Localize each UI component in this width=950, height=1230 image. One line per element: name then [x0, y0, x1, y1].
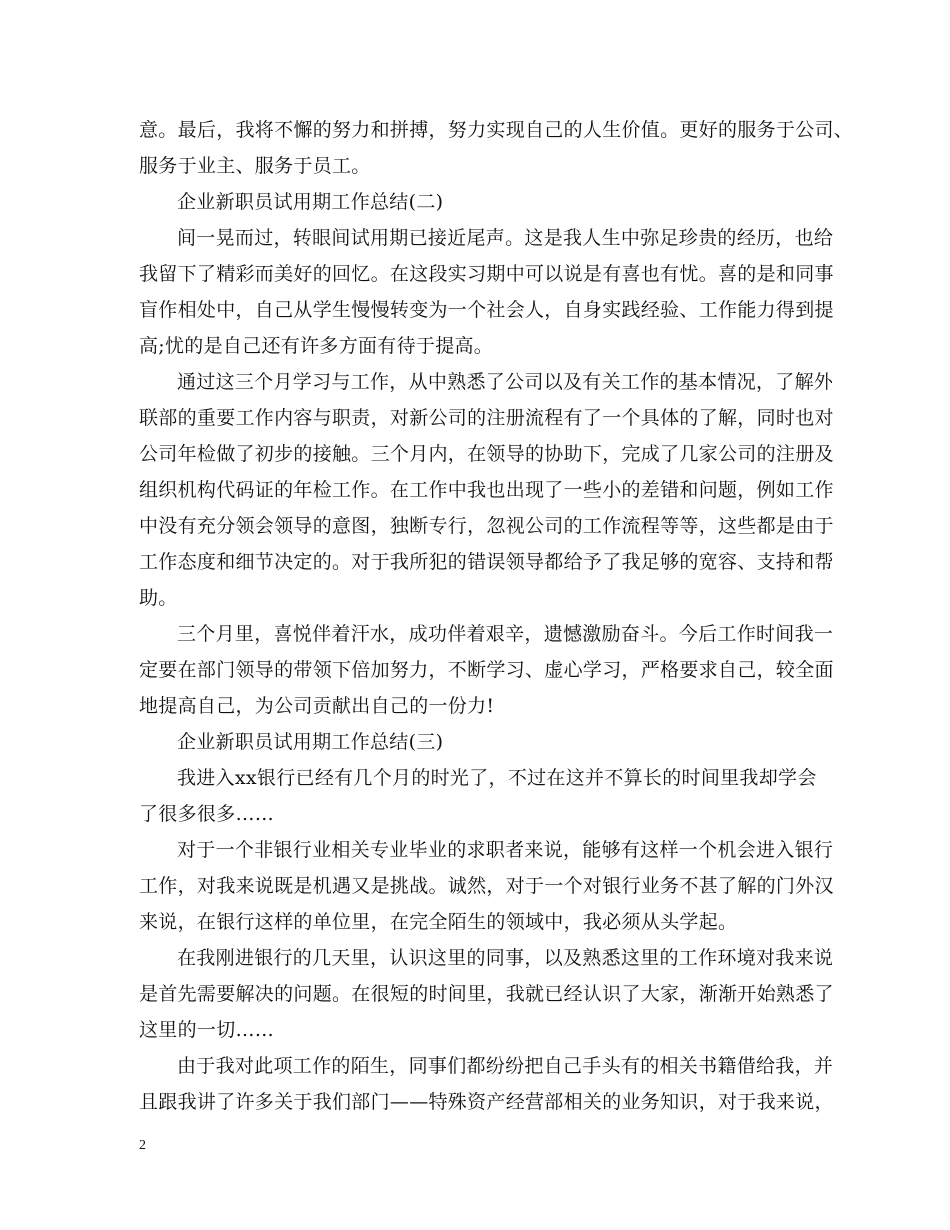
text-line: 服务于业主、服务于员工。 [139, 155, 371, 177]
text-line: 通过这三个月学习与工作，从中熟悉了公司以及有关工作的基本情况，了解外 [177, 371, 834, 393]
text-line: 了很多很多…… [139, 803, 275, 825]
text-line: 意。最后，我将不懈的努力和拼搏，努力实现自己的人生价值。更好的服务于公司、 [139, 119, 854, 141]
text-line: 定要在部门领导的带领下倍加努力，不断学习、虚心学习，严格要求自己，较全面 [139, 659, 834, 681]
text-line: 组织机构代码证的年检工作。在工作中我也出现了一些小的差错和问题，例如工作 [139, 479, 834, 501]
text-line: 公司年检做了初步的接触。三个月内，在领导的协助下，完成了几家公司的注册及 [139, 443, 834, 465]
section-heading: 企业新职员试用期工作总结(三) [177, 731, 444, 753]
text-line: 由于我对此项工作的陌生，同事们都纷纷把自己手头有的相关书籍借给我，并 [177, 1055, 834, 1077]
text-line: 间一晃而过，转眼间试用期已接近尾声。这是我人生中弥足珍贵的经历，也给 [177, 227, 834, 249]
text-line: 来说，在银行这样的单位里，在完全陌生的领域中，我必须从头学起。 [139, 911, 738, 933]
text-line: 三个月里，喜悦伴着汗水，成功伴着艰辛，遗憾激励奋斗。今后工作时间我一 [177, 623, 834, 645]
text-line: 我进入xx银行已经有几个月的时光了，不过在这并不算长的时间里我却学会 [177, 767, 817, 789]
text-line: 工作态度和细节决定的。对于我所犯的错误领导都给予了我足够的宽容、支持和帮 [139, 551, 834, 573]
text-line: 助。 [139, 587, 178, 609]
text-line: 高;忧的是自己还有许多方面有待于提高。 [139, 335, 494, 357]
text-line: 中没有充分领会领导的意图，独断专行，忽视公司的工作流程等等，这些都是由于 [139, 515, 834, 537]
text-line: 对于一个非银行业相关专业毕业的求职者来说，能够有这样一个机会进入银行 [177, 839, 834, 861]
text-line: 盲作相处中，自己从学生慢慢转变为一个社会人，自身实践经验、工作能力得到提 [139, 299, 834, 321]
text-line: 我留下了精彩而美好的回忆。在这段实习期中可以说是有喜也有忧。喜的是和同事 [139, 263, 834, 285]
text-line: 在我刚进银行的几天里，认识这里的同事，以及熟悉这里的工作环境对我来说 [177, 947, 834, 969]
text-line: 联部的重要工作内容与职责，对新公司的注册流程有了一个具体的了解，同时也对 [139, 407, 834, 429]
text-line: 地提高自己，为公司贡献出自己的一份力! [139, 695, 495, 717]
page-number: 2 [139, 1138, 146, 1153]
text-line: 工作，对我来说既是机遇又是挑战。诚然，对于一个对银行业务不甚了解的门外汉 [139, 875, 834, 897]
text-line: 是首先需要解决的问题。在很短的时间里，我就已经认识了大家，渐渐开始熟悉了 [139, 983, 834, 1005]
section-heading: 企业新职员试用期工作总结(二) [177, 191, 444, 213]
text-line: 且跟我讲了许多关于我们部门——特殊资产经营部相关的业务知识，对于我来说， [139, 1091, 834, 1113]
text-line: 这里的一切…… [139, 1019, 275, 1041]
